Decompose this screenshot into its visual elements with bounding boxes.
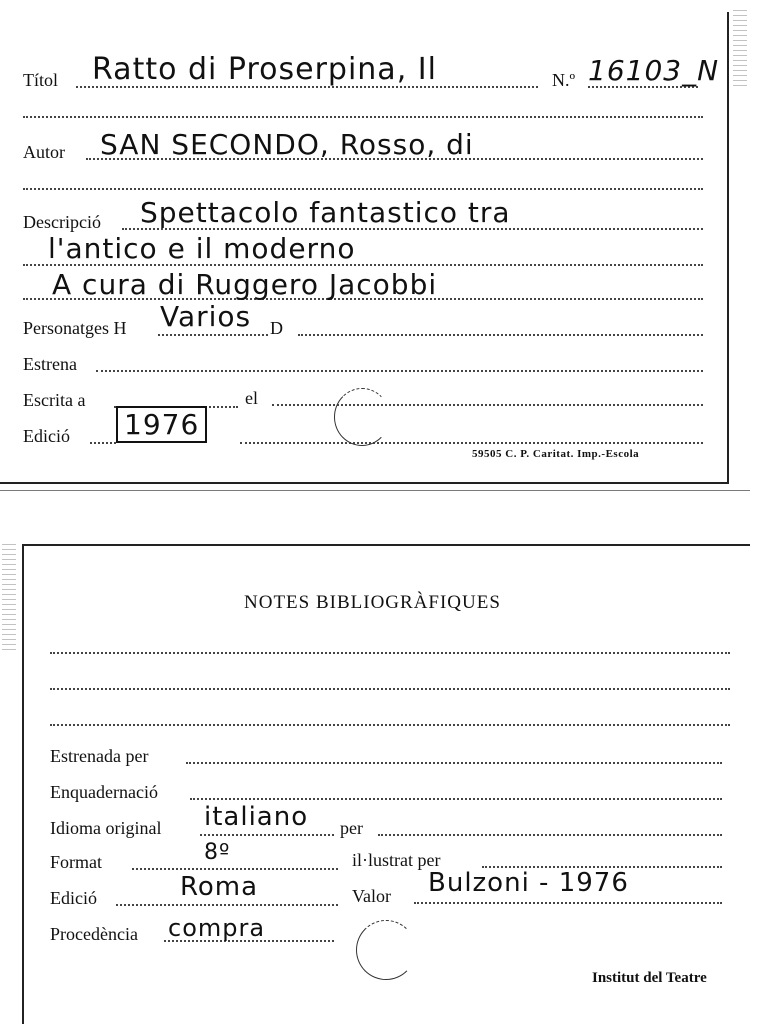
personatges-value: Varios (160, 300, 252, 333)
ruled-line (50, 724, 730, 726)
titol-label: Títol (23, 70, 58, 90)
format-line (132, 868, 338, 870)
illustrat-label: il·lustrat per (352, 850, 441, 870)
card-right-edge (727, 12, 729, 484)
edicio-line (116, 904, 338, 906)
format-label: Format (50, 852, 102, 872)
card-bottom-edge (0, 482, 729, 484)
edicio-line (90, 442, 116, 444)
edicio-label: Edició (50, 888, 97, 908)
scan-noise (733, 10, 747, 90)
format-value: 8º (204, 840, 231, 865)
catalog-card-back (0, 540, 759, 1028)
ruled-line (50, 688, 730, 690)
card-shadow-edge (0, 490, 750, 491)
edicio-value: Roma (180, 872, 259, 902)
personatges-label: Personatges H (23, 318, 127, 338)
printer-imprint: 59505 C. P. Caritat. Imp.-Escola (472, 448, 640, 460)
personatges-h-line (158, 334, 268, 336)
edicio-value: 1976 (116, 406, 207, 443)
estrena-label: Estrena (23, 354, 77, 374)
idioma-line (200, 834, 334, 836)
num-label: N.º (552, 70, 576, 90)
enquadernacio-line (190, 798, 722, 800)
descripcio-line-1: Spettacolo fantastico tra (140, 196, 511, 229)
valor-value: Bulzoni - 1976 (428, 868, 629, 898)
card-left-edge (22, 544, 24, 1024)
num-value: 16103_N (588, 54, 720, 87)
valor-label: Valor (352, 886, 391, 906)
valor-line (414, 902, 722, 904)
descripcio-line-2: l'antico e il moderno (48, 232, 356, 265)
idioma-label: Idioma original (50, 818, 162, 838)
estrenada-line (186, 762, 722, 764)
estrenada-label: Estrenada per (50, 746, 149, 766)
autor-label: Autor (23, 142, 65, 162)
edicio-line-ext (240, 442, 703, 444)
descripcio-label: Descripció (23, 212, 101, 232)
descripcio-line-3: A cura di Ruggero Jacobbi (52, 268, 438, 301)
institut-imprint: Institut del Teatre (592, 970, 707, 986)
titol-value: Ratto di Proserpina, Il (92, 52, 437, 87)
scan-noise (2, 544, 16, 654)
procedencia-label: Procedència (50, 924, 138, 944)
catalog-card-front (0, 0, 759, 500)
per-line (378, 834, 722, 836)
enquadernacio-label: Enquadernació (50, 782, 158, 802)
escrita-label: Escrita a (23, 390, 86, 410)
personatges-d-label: D (270, 318, 283, 338)
autor-value: SAN SECONDO, Rosso, di (100, 128, 474, 161)
per-label: per (340, 818, 363, 838)
idioma-value: italiano (204, 802, 309, 832)
estrena-line (96, 370, 703, 372)
stamp-circle (356, 920, 416, 980)
ruled-line (23, 188, 703, 190)
card-top-edge (22, 544, 750, 546)
edicio-label: Edició (23, 426, 70, 446)
procedencia-value: compra (168, 914, 266, 942)
ruled-line (50, 652, 730, 654)
notes-heading: NOTES BIBLIOGRÀFIQUES (244, 592, 501, 613)
personatges-d-line (298, 334, 703, 336)
el-label: el (245, 388, 258, 408)
ruled-line (23, 116, 703, 118)
stamp-circle (334, 388, 390, 446)
